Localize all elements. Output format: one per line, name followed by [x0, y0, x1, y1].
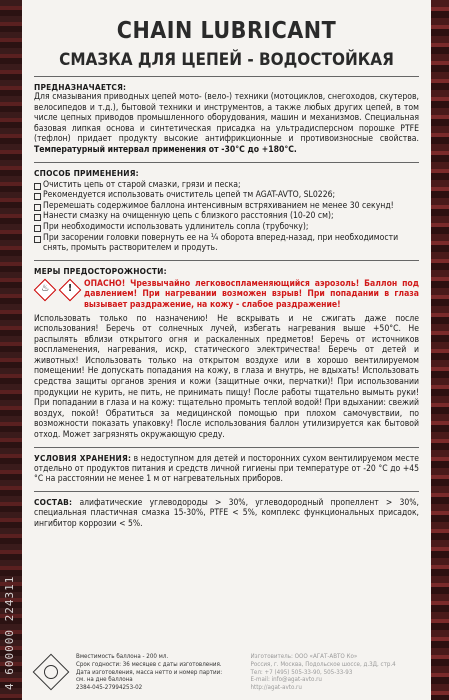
usage-step: Рекомендуется использовать очиститель цепей тм AGAT-AVTO, SL0226;	[34, 190, 419, 201]
usage-step: При засорении головки повернуть ее на ¼ оборота вперед-назад, при необходимости снять, промыть растворителем и продуть.	[34, 233, 419, 254]
footer-line: 2384-045-27994253-02	[76, 684, 143, 692]
footer-line: E-mail: info@agat-avto.ru	[250, 676, 322, 684]
product-title: CHAIN LUBRICANT	[116, 18, 337, 44]
usage-step: Перемешать содержимое баллона интенсивным встряхиванием не менее 30 секунд!	[34, 201, 419, 212]
footer-manufacturer	[245, 653, 420, 692]
footer-line: см. на дне баллона	[76, 676, 133, 684]
storage-text: в недоступном для детей и посторонних сухом вентилируемом месте отдельно от продуктов питания и средств личной гигиены при температуре от -20 °C до +45 °C на расстоянии не менее 1 м от нагревательных приборов.	[34, 453, 419, 485]
usage-step: Очистить цепь от старой смазки, грязи и песка;	[34, 180, 419, 191]
footer-info	[70, 653, 245, 692]
danger-text: ОПАСНО! Чрезвычайно легковоспламеняющийся аэрозоль! Баллон под давлением! При нагревании возможен взрыв! При попадании в глаза вызывает раздражение, на кожу - слабое раздражение!	[84, 278, 419, 310]
temp-label: Температурный интервал	[34, 144, 150, 155]
product-subtitle: СМАЗКА ДЛЯ ЦЕПЕЙ - ВОДОСТОЙКАЯ	[59, 50, 394, 70]
usage-step: Нанести смазку на очищенную цепь с близкого расстояния (10-20 см);	[34, 211, 419, 222]
storage-block	[34, 453, 419, 485]
composition-heading: СОСТАВ:	[34, 496, 73, 507]
safety-text: Использовать только по назначению! Не вскрывать и не сжигать даже после использования! Беречь от солнечных лучей, избегать нагревания выше +50°C. Не распылять вблизи открытого огня и раскаленных предметов! Беречь от источников воспламенения, нагревания, искр, статического электричества! Беречь от детей и животных! Использовать только на открытом воздухе или в хорошо вентилируемом помещении! Не допускать попадания на кожу, в глаза и внутрь, не вдыхать! Использовать средства защиты органов зрения и кожи (защитные очки, перчатки)! При использовании продукции не курить, не пить, не принимать пищу! После работы тщательно вымыть руки! При попадании в глаза и на кожу: тщательно промыть теплой водой! При вдыхании: свежий воздух, покой! Обратиться за медицинской помощью при плохом самочувствии, по возможности показать упаковку! После использования баллон утилизируется как бытовой отход. Может загрязнять окружающую среду.	[34, 313, 419, 441]
eac-emblem-icon	[33, 654, 70, 691]
divider	[34, 76, 419, 77]
divider	[34, 260, 419, 261]
divider	[34, 491, 419, 492]
footer-line: Изготовитель: ООО «АГАТ-АВТО Ко»	[250, 653, 358, 661]
footer-line: Дата изготовления, масса нетто и номер партии:	[76, 668, 223, 676]
usage-heading: СПОСОБ ПРИМЕНЕНИЯ:	[34, 167, 139, 178]
footer-line: Тел: +7 (495) 505-33-90, 505-33-93	[250, 668, 353, 676]
temp-value: применения от -30°C до +180°C.	[151, 144, 297, 155]
footer-line: Вместимость баллона - 200 мл.	[76, 653, 169, 661]
storage-heading: УСЛОВИЯ ХРАНЕНИЯ:	[34, 452, 132, 463]
composition-text: алифатические углеводороды > 30%, углеводородный пропеллент > 30%, специальная пластичная смазка 15-30%, PTFE < 5%, комплекс функциональных присадок, ингибитор коррозии < 5%.	[34, 497, 419, 529]
exclamation-hazard-icon: !	[59, 279, 81, 301]
divider	[34, 162, 419, 163]
product-label	[22, 0, 431, 700]
label-footer	[34, 653, 419, 692]
composition-block	[34, 497, 419, 529]
footer-line: http://agat-avto.ru	[250, 684, 302, 692]
footer-line: Срок годности: 36 месяцев с даты изготовления.	[76, 660, 222, 668]
barcode-digits: 4 600000 224311	[3, 575, 16, 690]
flame-hazard-icon: ♨	[34, 279, 56, 301]
safety-heading: МЕРЫ ПРЕДОСТОРОЖНОСТИ:	[34, 265, 167, 276]
purpose-heading: ПРЕДНАЗНАЧАЕТСЯ:	[34, 82, 127, 92]
usage-steps	[34, 180, 419, 254]
footer-line: Россия, г. Москва, Подольское шоссе, д.3Д, стр.4	[250, 660, 396, 668]
purpose-text	[34, 92, 419, 156]
bottle-edge-right	[429, 0, 449, 700]
hazard-warning	[34, 279, 419, 311]
divider	[34, 447, 419, 448]
usage-step: При необходимости использовать удлинитель сопла (трубочку);	[34, 222, 419, 233]
purpose-body: Для смазывания приводных цепей мото- (вело-) техники (мотоциклов, снегоходов, скутеров, велосипедов и т.д.), бытовой техники и инструментов, а также любых других цепей, в том числе цепных приводов промышленного оборудования, машин и механизмов. Специальная базовая липкая основа и синтетическая присадка на ультрадисперсном порошке PTFE (тефлон) придает продукту высокие антифрикционные и противоизносные свойства.	[34, 92, 419, 145]
